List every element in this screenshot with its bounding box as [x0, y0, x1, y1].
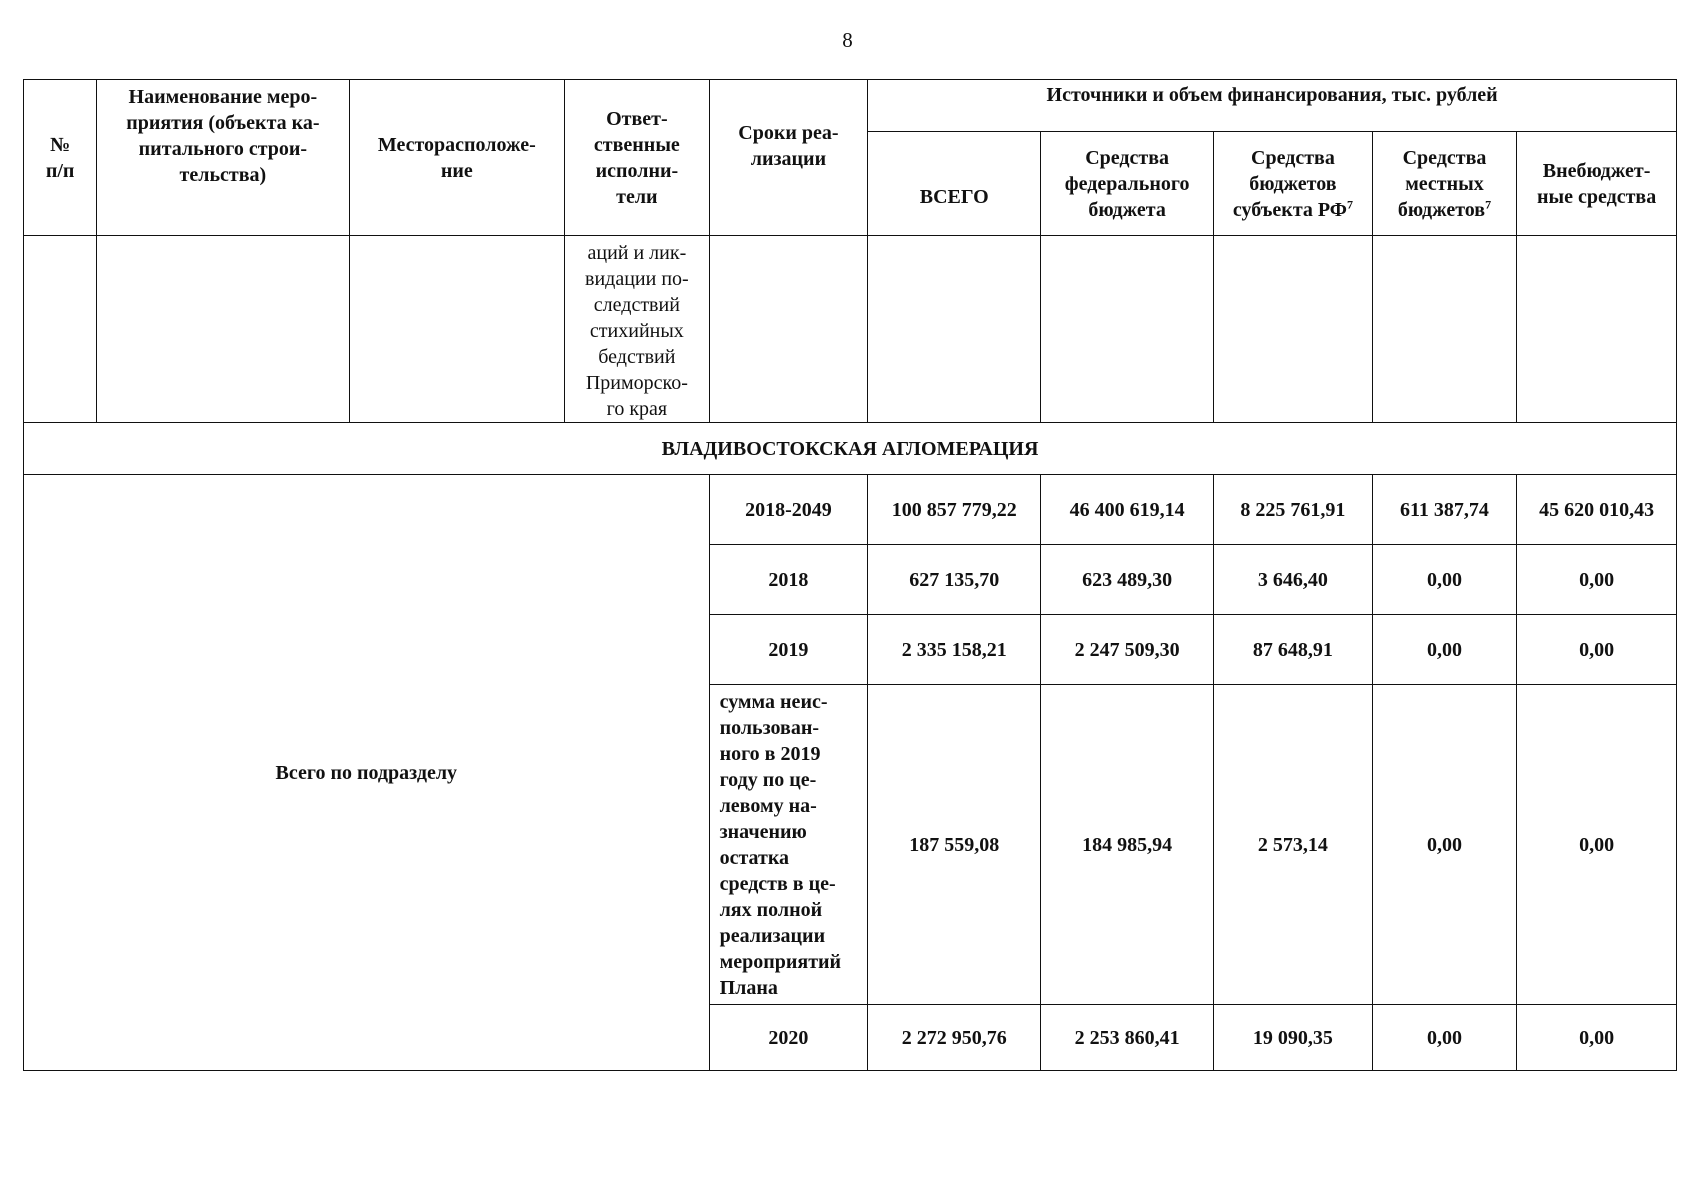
total-cell: 2 272 950,76	[868, 1005, 1041, 1071]
header-responsible	[565, 80, 709, 236]
period-cell: 2019	[709, 615, 868, 685]
cont-cell-total	[868, 236, 1041, 423]
header-location	[349, 80, 565, 236]
cont-cell-number	[24, 236, 97, 423]
header-total-text: ВСЕГО	[919, 185, 989, 208]
local-cell: 0,00	[1372, 545, 1516, 615]
extra-cell: 0,00	[1517, 545, 1677, 615]
federal-cell: 2 247 509,30	[1041, 615, 1214, 685]
period-cell: 2020	[709, 1005, 868, 1071]
section-title	[24, 423, 1677, 475]
financing-table	[23, 79, 1677, 1071]
total-cell: 627 135,70	[868, 545, 1041, 615]
header-federal	[1041, 132, 1214, 236]
header-federal-text: Средства федерального бюджета	[1064, 146, 1190, 221]
header-local-text: Средства местных бюджетов	[1397, 146, 1487, 221]
cont-cell-location	[349, 236, 565, 423]
regional-cell: 3 646,40	[1214, 545, 1373, 615]
header-number-text: № п/п	[45, 133, 75, 182]
total-cell: 187 559,08	[868, 685, 1041, 1005]
total-cell: 2 335 158,21	[868, 615, 1041, 685]
local-cell: 611 387,74	[1372, 475, 1516, 545]
federal-cell: 184 985,94	[1041, 685, 1214, 1005]
header-event-name	[97, 80, 349, 236]
header-local-footnote: 7	[1485, 196, 1492, 211]
table-row	[24, 475, 1677, 545]
cont-cell-terms	[709, 236, 868, 423]
federal-cell: 623 489,30	[1041, 545, 1214, 615]
header-sources	[868, 80, 1677, 132]
header-total	[868, 132, 1041, 236]
regional-cell: 87 648,91	[1214, 615, 1373, 685]
header-regional	[1214, 132, 1373, 236]
regional-cell: 2 573,14	[1214, 685, 1373, 1005]
total-cell: 100 857 779,22	[868, 475, 1041, 545]
header-terms	[709, 80, 868, 236]
header-responsible-text: Ответ- ственные исполни- тели	[593, 107, 680, 208]
cont-cell-extra	[1517, 236, 1677, 423]
header-extra-budget	[1517, 132, 1677, 236]
section-row	[24, 423, 1677, 475]
subtotal-label-text: Всего по подразделу	[275, 761, 458, 784]
federal-cell: 2 253 860,41	[1041, 1005, 1214, 1071]
header-number	[24, 80, 97, 236]
cont-cell-responsible	[565, 236, 709, 423]
section-title-text: ВЛАДИВОСТОКСКАЯ АГЛОМЕРАЦИЯ	[661, 437, 1039, 460]
cont-cell-federal	[1041, 236, 1214, 423]
local-cell: 0,00	[1372, 1005, 1516, 1071]
federal-cell: 46 400 619,14	[1041, 475, 1214, 545]
cont-responsible-text: аций и лик- видации по- следствий стихийных бедствий Приморско- го края	[585, 242, 689, 420]
extra-cell: 45 620 010,43	[1517, 475, 1677, 545]
period-cell: 2018	[709, 545, 868, 615]
period-note-text: сумма неис- пользован- ного в 2019 году по це- левому на- значению остатка средств в це- лях полной реализации мероприятий Плана	[719, 690, 842, 999]
regional-cell: 8 225 761,91	[1214, 475, 1373, 545]
header-regional-text: Средства бюджетов субъекта РФ	[1232, 146, 1347, 221]
extra-cell: 0,00	[1517, 685, 1677, 1005]
header-local	[1372, 132, 1516, 236]
cont-cell-regional	[1214, 236, 1373, 423]
header-extra-budget-text: Внебюджет- ные средства	[1536, 159, 1657, 208]
header-event-name-text: Наименование меро- приятия (объекта ка- питального строи- тельства)	[126, 86, 320, 186]
local-cell: 0,00	[1372, 685, 1516, 1005]
regional-cell: 19 090,35	[1214, 1005, 1373, 1071]
subtotal-label	[24, 475, 710, 1071]
extra-cell: 0,00	[1517, 1005, 1677, 1071]
header-sources-text: Источники и объем финансирования, тыс. рублей	[1046, 84, 1498, 106]
cont-cell-name	[97, 236, 349, 423]
local-cell: 0,00	[1372, 615, 1516, 685]
continuation-row	[24, 236, 1677, 423]
period-cell: 2018-2049	[709, 475, 868, 545]
period-cell	[709, 685, 868, 1005]
cont-cell-local	[1372, 236, 1516, 423]
header-row-1	[24, 80, 1677, 132]
extra-cell: 0,00	[1517, 615, 1677, 685]
header-location-text: Месторасположе- ние	[377, 133, 536, 182]
header-regional-footnote: 7	[1346, 196, 1353, 211]
header-terms-text: Сроки реа- лизации	[738, 122, 839, 170]
page-number: 8	[842, 28, 853, 52]
